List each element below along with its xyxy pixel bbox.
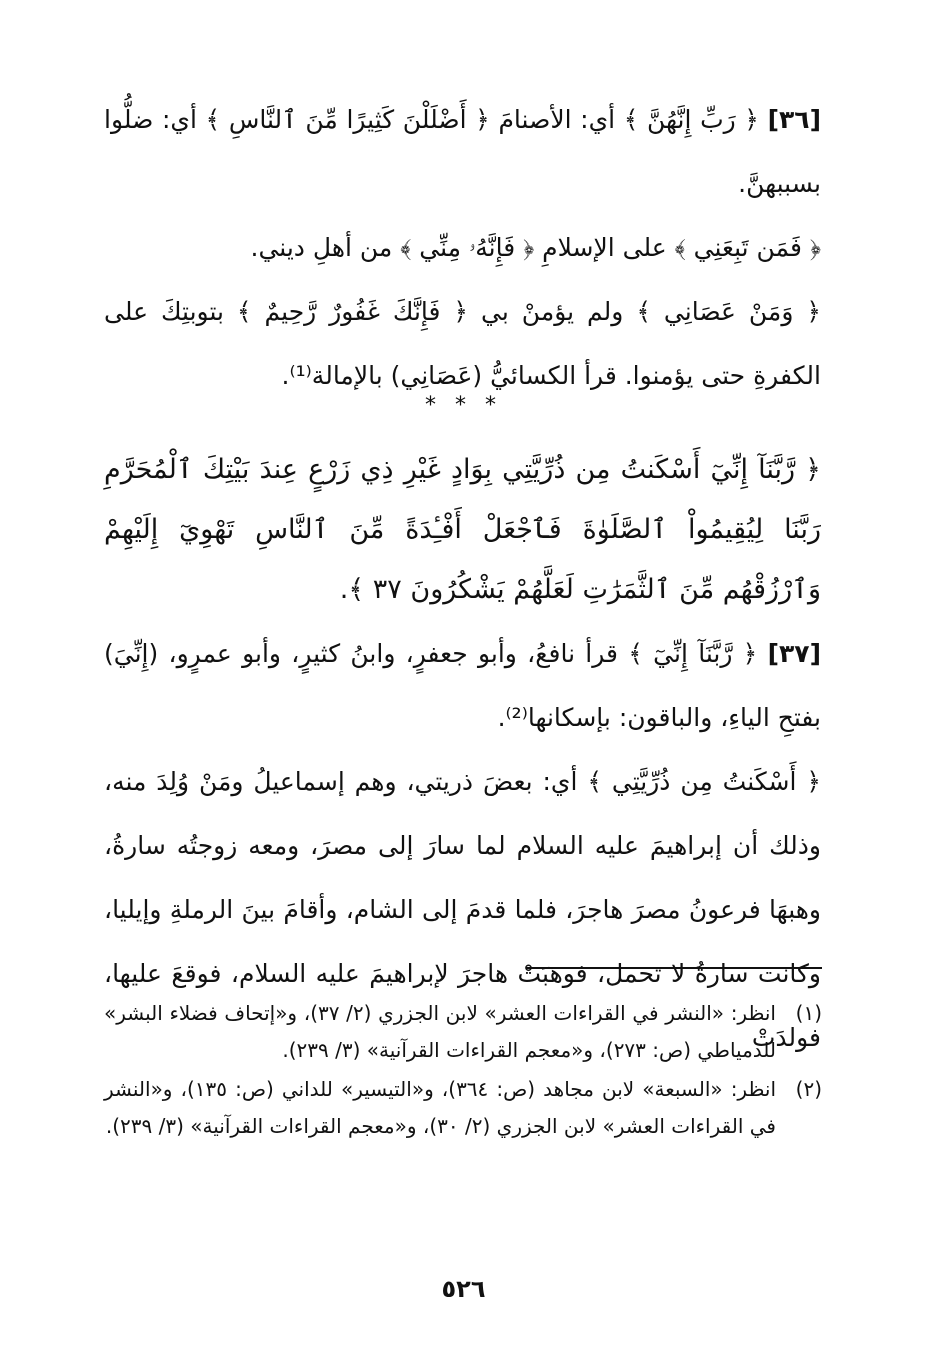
verse-number-36: [٣٦] (767, 105, 821, 134)
paragraph-disobey-text: ﴿ وَمَنْ عَصَانِي ﴾ ولم يؤمنْ بي ﴿ فَإِنَّكَ غَفُورٌ رَّحِيمٌ ﴾ بتوبتِكَ على الكفرةِ حتى يؤمنوا. قرأ الكسائيُّ (عَصَانِي) بالإمالة⁽¹⁾. (104, 297, 821, 390)
section-separator: * * * (425, 393, 502, 418)
footnote-1-number: (١) (795, 1001, 822, 1025)
footnote-2-text: انظر: «السبعة» لابن مجاهد (ص: ٣٦٤)، و«التيسير» للداني (ص: ١٣٥)، و«النشر في القراءات العشر» لابن الجزري (٢/ ٣٠)، و«معجم القراءات القرآنية» (٣/ ٢٣٩). (104, 1077, 776, 1138)
quran-verse-block (104, 440, 821, 620)
footnote-2-number: (٢) (795, 1077, 822, 1101)
verse-number-37: [٣٧] (767, 639, 821, 668)
footnotes (104, 995, 822, 1147)
footnote-1 (104, 995, 822, 1069)
footnote-1-text: انظر: «النشر في القراءات العشر» لابن الجزري (٢/ ٣٧)، و«إتحاف فضلاء البشر» للدمياطي (ص: ٢٧٣)، و«معجم القراءات القرآنية» (٣/ ٢٣٩). (104, 1001, 776, 1062)
paragraph-37 (104, 622, 821, 750)
paragraph-37-text: ﴿ رَّبَّنَآ إِنِّيٓ ﴾ قرأ نافعُ، وأبو جعفرٍ، وابنُ كثيرٍ، وأبو عمرٍو، (إِنِّيَ) بفتحِ الياءِ، والباقون: بإسكانها⁽²⁾. (104, 639, 821, 732)
paragraph-36 (104, 88, 821, 216)
paragraph-36-text: ﴿ رَبِّ إِنَّهُنَّ ﴾ أي: الأصنامَ ﴿ أَضْلَلْنَ كَثِيرًا مِّنَ ٱلنَّاسِ ﴾ أي: ضلُّوا بسببهنَّ. (104, 105, 821, 198)
footnote-divider (526, 967, 822, 969)
paragraph-disobey (104, 280, 821, 408)
paragraph-settled-text: ﴿ أَسْكَنتُ مِن ذُرِّيَّتِي ﴾ أي: بعضَ ذريتي، وهم إسماعيلُ ومَنْ وُلِدَ منه، وذلك أن إبراهيمَ عليه السلام لما سارَ إلى مصرَ، ومعه زوجتُه سارةُ، وهبهَا فرعونُ مصرَ هاجرَ، فلما قدمَ إلى الشام، وأقامَ بينَ الرملةِ وإيليا، وكانت سارةُ لا تحمل، فوهبَتْ هاجرَ لإبراهيمَ عليه السلام، فوقعَ عليها، فولدَتْ (104, 767, 821, 1052)
commentary-block-36 (104, 88, 821, 408)
quran-verse-37: ﴿ رَّبَّنَآ إِنِّيٓ أَسْكَنتُ مِن ذُرِّيَّتِي بِوَادٍ غَيْرِ ذِي زَرْعٍ عِندَ بَيْتِكَ ٱلْمُحَرَّمِ رَبَّنَا لِيُقِيمُواْ ٱلصَّلَوٰةَ فَٱجْعَلْ أَفْـِٔدَةً مِّنَ ٱلنَّاسِ تَهْوِيٓ إِلَيْهِمْ وَٱرْزُقْهُم مِّنَ ٱلثَّمَرَٰتِ لَعَلَّهُمْ يَشْكُرُونَ ٣٧ ﴾. (104, 454, 821, 605)
paragraph-follow (104, 216, 821, 280)
paragraph-follow-text: ﴿ فَمَن تَبِعَنِي ﴾ على الإسلامِ ﴿ فَإِنَّهُۥ مِنِّي ﴾ من أهلِ ديني. (250, 233, 821, 262)
page-number: ٥٢٦ (441, 1275, 486, 1303)
footnote-2 (104, 1071, 822, 1145)
